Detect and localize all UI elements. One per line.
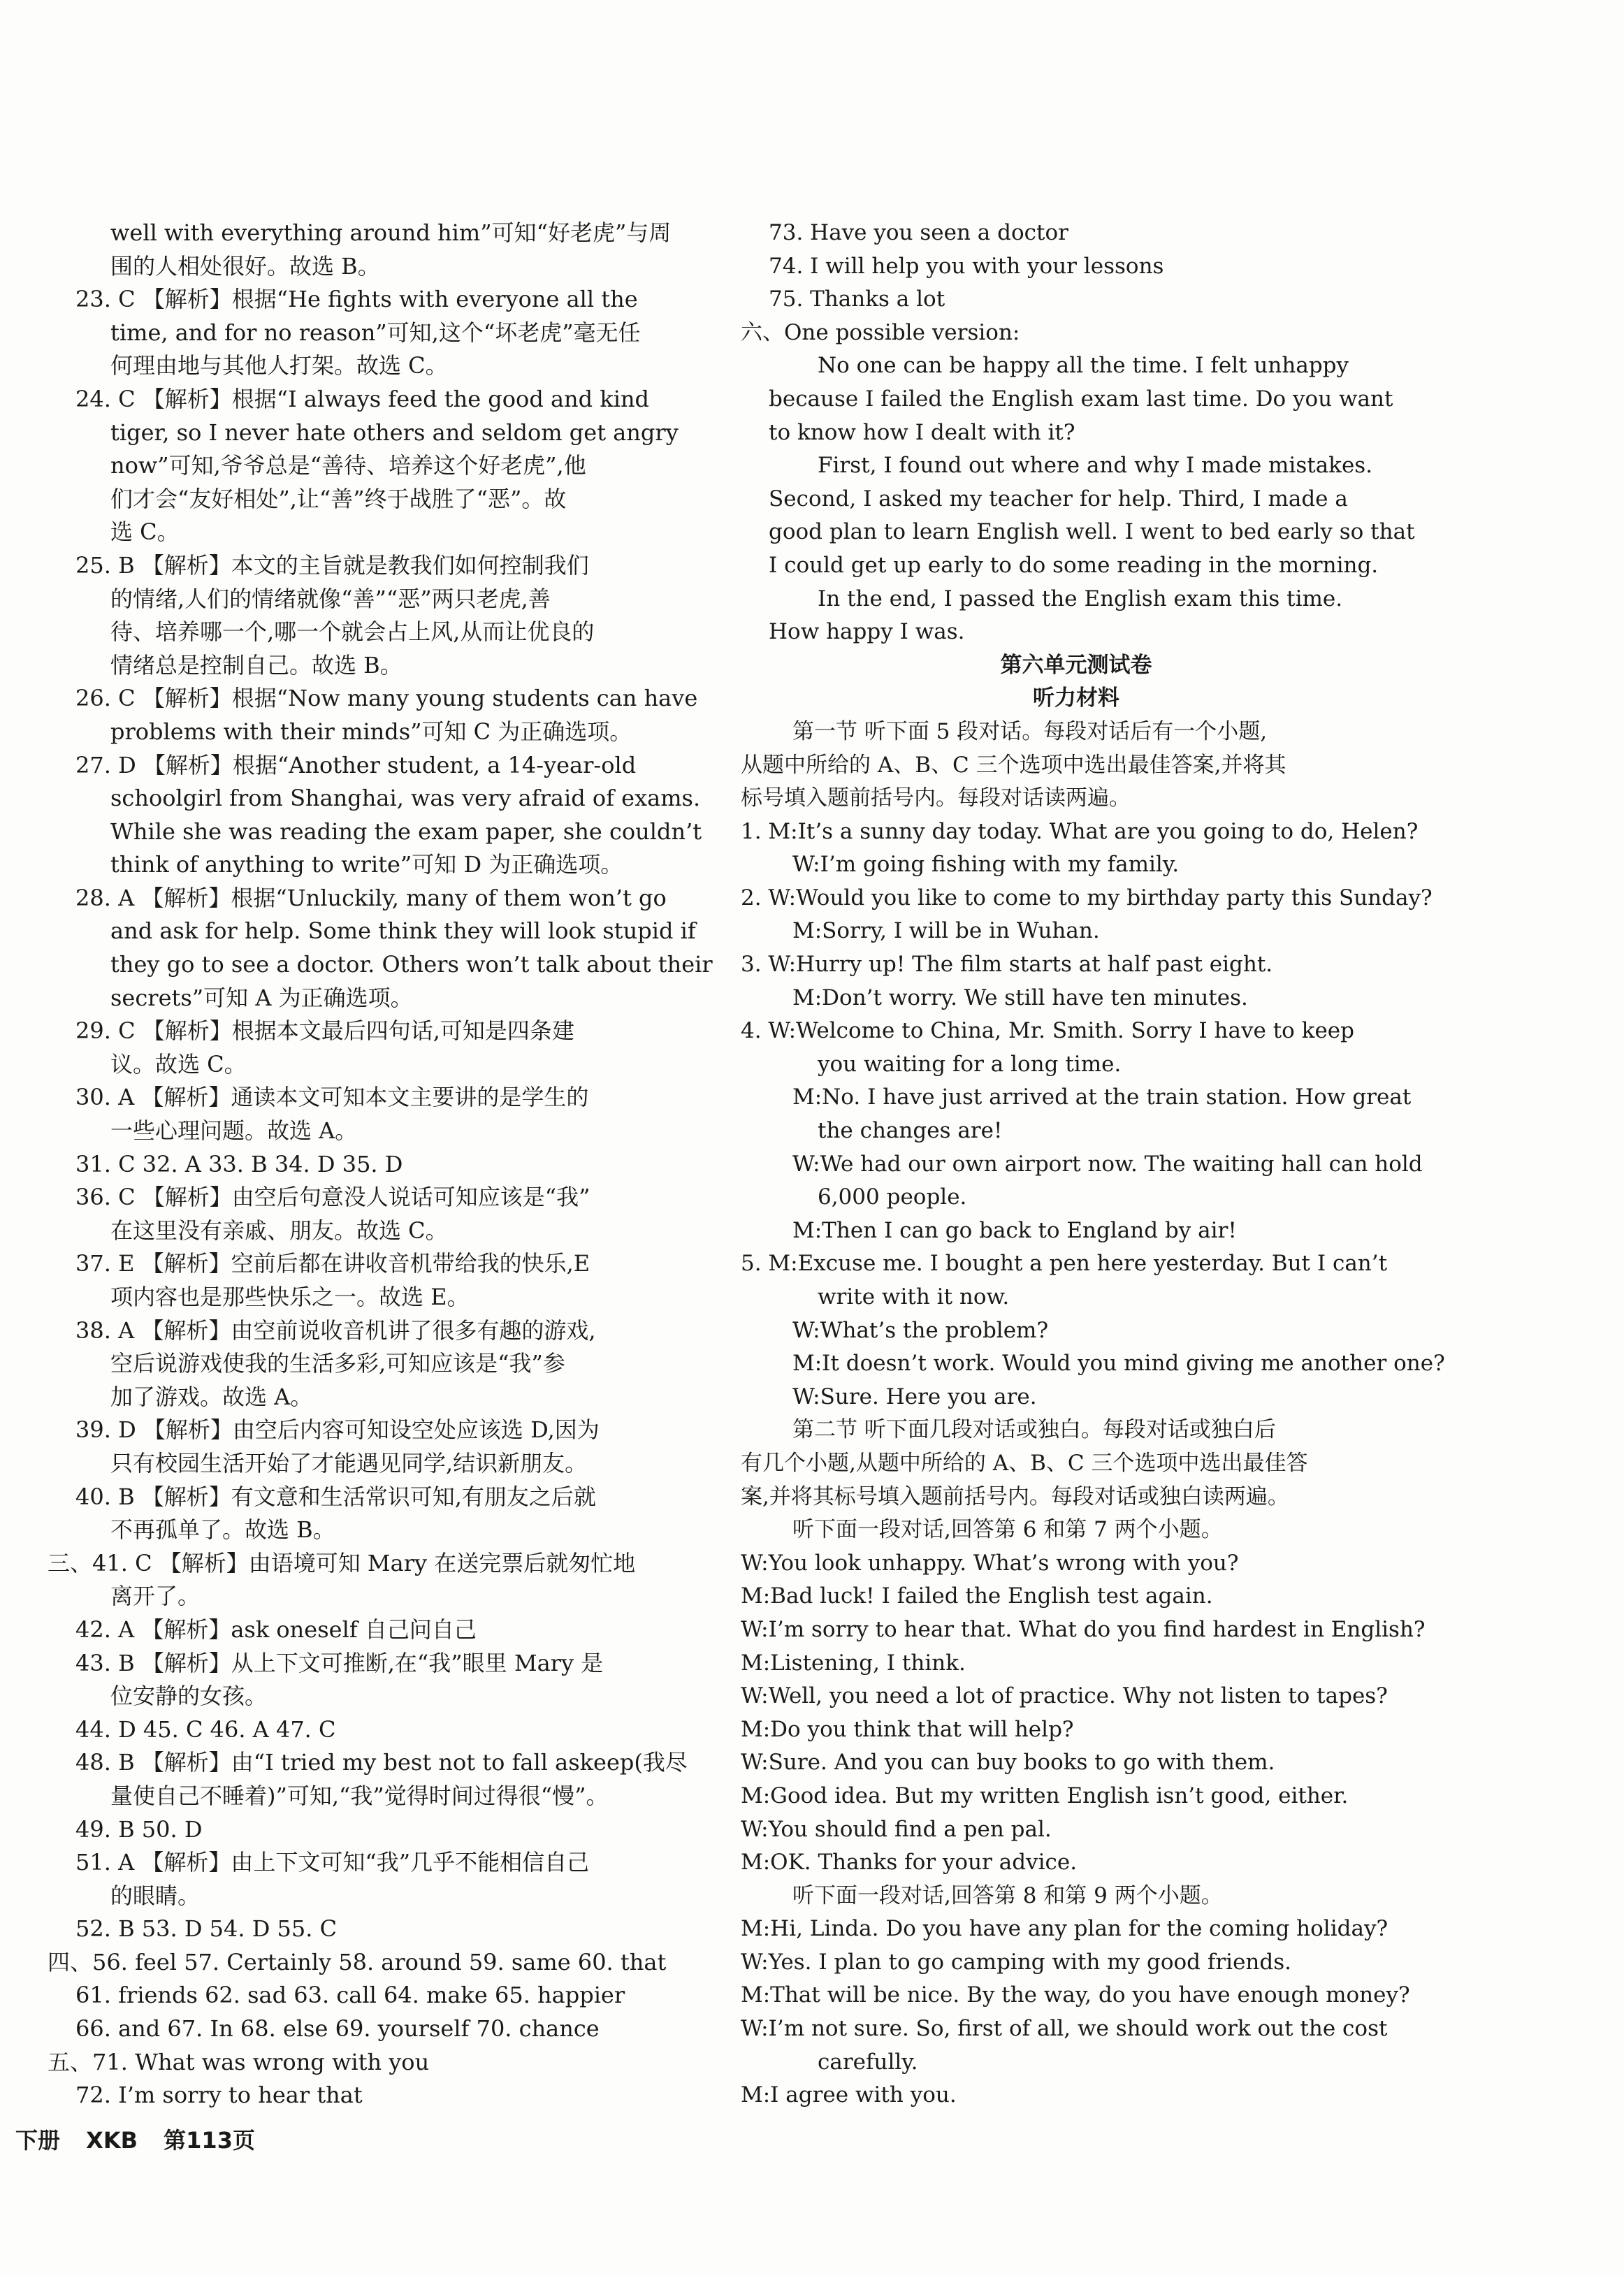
text-line: the changes are! bbox=[818, 1118, 1003, 1144]
text-line: I could get up early to do some reading in the morning. bbox=[769, 552, 1379, 578]
text-line: 26. C 【解析】根据“Now many young students can have bbox=[75, 685, 698, 712]
text-line: 38. A 【解析】由空前说收音机讲了很多有趣的游戏, bbox=[75, 1316, 596, 1344]
text-line: 3. W:Hurry up! The film starts at half past eight. bbox=[741, 952, 1273, 978]
text-line: 一些心理问题。故选 A。 bbox=[110, 1117, 358, 1145]
text-line: M:It doesn’t work. Would you mind giving me another one? bbox=[792, 1351, 1445, 1377]
text-line: 66. and 67. In 68. else 69. yourself 70. chance bbox=[75, 2015, 600, 2043]
text-line: to know how I dealt with it? bbox=[769, 419, 1075, 445]
text-line: While she was reading the exam paper, she couldn’t bbox=[110, 818, 702, 845]
text-line: 73. Have you seen a doctor bbox=[769, 220, 1068, 245]
right-column bbox=[741, 217, 1445, 2112]
text-line: 听力材料 bbox=[1033, 685, 1119, 711]
text-line: 案,并将其标号填入题前括号内。每段对话或独白读两遍。 bbox=[741, 1483, 1289, 1509]
footer-volume: 下册 bbox=[15, 2127, 61, 2154]
text-line: W:I’m going fishing with my family. bbox=[792, 852, 1180, 878]
text-line: 51. A 【解析】由上下文可知“我”几乎不能相信自己 bbox=[75, 1849, 590, 1876]
text-line: 离开了。 bbox=[110, 1583, 201, 1610]
text-line: W:Yes. I plan to go camping with my good friends. bbox=[741, 1949, 1291, 1975]
text-line: 61. friends 62. sad 63. call 64. make 65. happier bbox=[75, 1982, 625, 2009]
text-line: now”可知,爷爷总是“善待、培养这个好老虎”,他 bbox=[110, 452, 586, 479]
text-line: W:We had our own airport now. The waiting hall can hold bbox=[792, 1151, 1423, 1177]
text-line: secrets”可知 A 为正确选项。 bbox=[110, 984, 413, 1011]
text-line: 23. C 【解析】根据“He fights with everyone all the bbox=[75, 286, 638, 313]
text-line: 24. C 【解析】根据“I always feed the good and kind bbox=[75, 385, 650, 412]
text-line: 48. B 【解析】由“I tried my best not to fall askeep(我尽 bbox=[75, 1749, 688, 1776]
text-line: 在这里没有亲戚、朋友。故选 C。 bbox=[110, 1217, 448, 1244]
text-line: 29. C 【解析】根据本文最后四句话,可知是四条建 bbox=[75, 1017, 574, 1045]
text-line: M:Good idea. But my written English isn’t good, either. bbox=[741, 1783, 1349, 1808]
text-line: 位安静的女孩。 bbox=[110, 1683, 268, 1710]
text-line: 标号填入题前括号内。每段对话读两遍。 bbox=[741, 785, 1131, 811]
text-line: 项内容也是那些快乐之一。故选 E。 bbox=[110, 1284, 470, 1310]
text-line: 五、71. What was wrong with you bbox=[48, 2048, 430, 2075]
left-column bbox=[48, 217, 713, 2112]
text-line: 4. W:Welcome to China, Mr. Smith. Sorry I have to keep bbox=[741, 1018, 1354, 1044]
text-line: M:Sorry, I will be in Wuhan. bbox=[792, 918, 1100, 944]
text-line: W:Sure. Here you are. bbox=[792, 1384, 1037, 1409]
text-line: 待、培养哪一个,哪一个就会占上风,从而让优良的 bbox=[110, 618, 595, 646]
text-line: M:Bad luck! I failed the English test again. bbox=[741, 1583, 1213, 1609]
text-line: 空后说游戏使我的生活多彩,可知应该是“我”参 bbox=[110, 1350, 565, 1377]
text-line: think of anything to write”可知 D 为正确选项。 bbox=[110, 851, 623, 878]
text-line: 72. I’m sorry to hear that bbox=[75, 2082, 363, 2109]
text-line: write with it now. bbox=[818, 1284, 1010, 1310]
text-line: problems with their minds”可知 C 为正确选项。 bbox=[110, 718, 632, 745]
text-line: 27. D 【解析】根据“Another student, a 14-year-old bbox=[75, 751, 637, 778]
text-line: W:I’m not sure. So, first of all, we should work out the cost bbox=[741, 2016, 1388, 2042]
text-line: How happy I was. bbox=[769, 619, 965, 645]
text-line: schoolgirl from Shanghai, was very afraid of exams. bbox=[110, 785, 701, 812]
text-line: 1. M:It’s a sunny day today. What are you going to do, Helen? bbox=[741, 818, 1419, 844]
text-line: because I failed the English exam last time. Do you want bbox=[769, 386, 1393, 412]
page-footer bbox=[15, 2123, 273, 2155]
text-line: time, and for no reason”可知,这个“坏老虎”毫无任 bbox=[110, 319, 641, 346]
text-line: they go to see a doctor. Others won’t talk about their bbox=[110, 951, 713, 978]
text-line: 只有校园生活开始了才能遇见同学,结识新朋友。 bbox=[110, 1449, 588, 1477]
text-line: 第一节 听下面 5 段对话。每段对话后有一个小题, bbox=[792, 718, 1268, 744]
text-line: M:I agree with you. bbox=[741, 2082, 957, 2108]
text-line: 们才会“友好相处”,让“善”终于战胜了“恶”。故 bbox=[110, 485, 567, 512]
text-line: W:What’s the problem? bbox=[792, 1317, 1049, 1343]
text-line: 第二节 听下面几段对话或独白。每段对话或独白后 bbox=[792, 1417, 1276, 1443]
text-line: and ask for help. Some think they will look stupid if bbox=[110, 917, 696, 945]
text-line: 围的人相处很好。故选 B。 bbox=[110, 252, 380, 280]
text-line: 选 C。 bbox=[110, 518, 180, 546]
text-line: 何理由地与其他人打架。故选 C。 bbox=[110, 352, 448, 379]
text-line: W:You should find a pen pal. bbox=[741, 1816, 1052, 1842]
text-line: 74. I will help you with your lessons bbox=[769, 253, 1164, 279]
text-line: 30. A 【解析】通读本文可知本文主要讲的是学生的 bbox=[75, 1084, 589, 1111]
text-line: 三、41. C 【解析】由语境可知 Mary 在送完票后就匆忙地 bbox=[48, 1549, 636, 1576]
text-line: No one can be happy all the time. I felt unhappy bbox=[818, 353, 1349, 379]
text-line: 有几个小题,从题中所给的 A、B、C 三个选项中选出最佳答 bbox=[741, 1450, 1308, 1476]
text-line: 听下面一段对话,回答第 6 和第 7 两个小题。 bbox=[792, 1517, 1223, 1543]
text-line: 52. B 53. D 54. D 55. C bbox=[75, 1915, 338, 1943]
text-line: 36. C 【解析】由空后句意没人说话可知应该是“我” bbox=[75, 1184, 590, 1211]
text-line: 31. C 32. A 33. B 34. D 35. D bbox=[75, 1150, 403, 1177]
text-line: tiger, so I never hate others and seldom get angry bbox=[110, 419, 679, 446]
text-line: 42. A 【解析】ask oneself 自己问自己 bbox=[75, 1616, 477, 1643]
text-line: 28. A 【解析】根据“Unluckily, many of them won’t go bbox=[75, 884, 667, 911]
text-line: M:Don’t worry. We still have ten minutes. bbox=[792, 985, 1248, 1010]
text-line: M:Listening, I think. bbox=[741, 1650, 966, 1676]
text-line: 44. D 45. C 46. A 47. C bbox=[75, 1715, 336, 1743]
text-line: M:No. I have just arrived at the train station. How great bbox=[792, 1084, 1412, 1110]
text-line: 情绪总是控制自己。故选 B。 bbox=[110, 651, 403, 679]
text-line: 六、One possible version: bbox=[741, 319, 1020, 345]
text-line: 49. B 50. D bbox=[75, 1815, 203, 1843]
text-line: 6,000 people. bbox=[818, 1184, 967, 1210]
text-line: 2. W:Would you like to come to my birthday party this Sunday? bbox=[741, 885, 1433, 911]
text-line: 的眼睛。 bbox=[110, 1882, 201, 1909]
text-line: you waiting for a long time. bbox=[818, 1051, 1122, 1077]
text-line: 39. D 【解析】由空后内容可知设空处应该选 D,因为 bbox=[75, 1416, 600, 1444]
text-line: 5. M:Excuse me. I bought a pen here yesterday. But I can’t bbox=[741, 1251, 1388, 1277]
text-line: good plan to learn English well. I went to bed early so that bbox=[769, 519, 1415, 545]
text-line: M:Hi, Linda. Do you have any plan for the coming holiday? bbox=[741, 1916, 1389, 1942]
text-line: In the end, I passed the English exam this time. bbox=[818, 586, 1343, 611]
text-line: W:I’m sorry to hear that. What do you find hardest in English? bbox=[741, 1616, 1426, 1642]
text-line: 75. Thanks a lot bbox=[769, 286, 945, 312]
text-line: 不再孤单了。故选 B。 bbox=[110, 1516, 335, 1544]
text-line: M:Then I can go back to England by air! bbox=[792, 1217, 1237, 1243]
text-line: 四、56. feel 57. Certainly 58. around 59. same 60. that bbox=[48, 1948, 667, 1975]
text-line: 25. B 【解析】本文的主旨就是教我们如何控制我们 bbox=[75, 551, 589, 579]
text-line: W:Sure. And you can buy books to go with them. bbox=[741, 1750, 1275, 1776]
text-line: 37. E 【解析】空前后都在讲收音机带给我的快乐,E bbox=[75, 1250, 590, 1277]
text-line: M:OK. Thanks for your advice. bbox=[741, 1850, 1078, 1876]
text-line: 议。故选 C。 bbox=[110, 1050, 247, 1078]
text-line: 听下面一段对话,回答第 8 和第 9 两个小题。 bbox=[792, 1882, 1223, 1908]
text-line: W:Well, you need a lot of practice. Why not listen to tapes? bbox=[741, 1683, 1388, 1709]
text-line: M:Do you think that will help? bbox=[741, 1716, 1074, 1742]
footer-page-number: 第113页 bbox=[164, 2127, 255, 2154]
text-line: 量使自己不睡着)”可知,“我”觉得时间过得很“慢”。 bbox=[110, 1782, 609, 1809]
text-line: carefully. bbox=[818, 2049, 918, 2075]
text-line: First, I found out where and why I made mistakes. bbox=[818, 453, 1373, 479]
text-line: well with everything around him”可知“好老虎”与周 bbox=[110, 219, 672, 246]
text-line: 从题中所给的 A、B、C 三个选项中选出最佳答案,并将其 bbox=[741, 752, 1286, 778]
text-line: Second, I asked my teacher for help. Third, I made a bbox=[769, 486, 1348, 512]
text-line: 43. B 【解析】从上下文可推断,在“我”眼里 Mary 是 bbox=[75, 1649, 604, 1676]
footer-code: XKB bbox=[86, 2127, 138, 2154]
text-line: 40. B 【解析】有文意和生活常识可知,有朋友之后就 bbox=[75, 1483, 596, 1510]
text-line: 第六单元测试卷 bbox=[1000, 652, 1152, 678]
text-line: 加了游戏。故选 A。 bbox=[110, 1383, 313, 1410]
text-line: M:That will be nice. By the way, do you have enough money? bbox=[741, 1982, 1410, 2008]
text-line: W:You look unhappy. What’s wrong with you? bbox=[741, 1550, 1239, 1576]
text-line: 的情绪,人们的情绪就像“善”“恶”两只老虎,善 bbox=[110, 585, 551, 612]
